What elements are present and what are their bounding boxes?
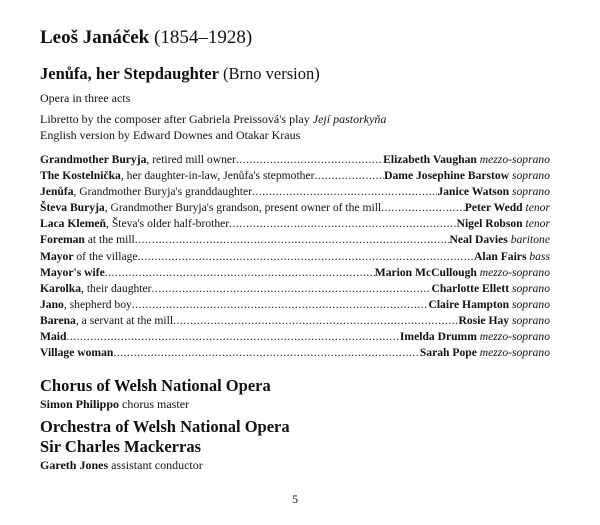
page-number: 5 xyxy=(292,492,298,506)
composer-dates: (1854–1928) xyxy=(154,27,253,48)
cast-singer xyxy=(428,297,550,313)
composer-heading xyxy=(40,27,252,49)
cast-role xyxy=(40,313,173,329)
dot-leader xyxy=(236,152,383,168)
cast-row xyxy=(40,152,550,168)
cast-singer xyxy=(465,200,550,216)
orchestra-name: Orchestra of Welsh National Opera xyxy=(40,417,290,436)
cast-list xyxy=(40,152,550,361)
cast-role-desc: , a servant at the mill xyxy=(75,313,174,327)
cast-role-name: Mayor xyxy=(40,249,74,263)
cast-role-desc: at the mill xyxy=(84,233,135,247)
cast-singer-name: Claire Hampton xyxy=(428,297,510,311)
cast-row xyxy=(40,329,550,345)
dot-leader xyxy=(381,200,465,216)
cast-singer-name: Marion McCullough xyxy=(374,265,477,279)
cast-role-name: Karolka xyxy=(40,281,82,295)
cast-role-desc: , Števa's older half-brother xyxy=(106,217,230,231)
cast-voice-type: bass xyxy=(529,249,550,263)
chorus-name: Chorus of Welsh National Opera xyxy=(40,376,271,395)
cast-singer-name: Neal Davies xyxy=(449,233,508,247)
cast-role xyxy=(40,152,236,168)
cast-singer xyxy=(375,265,550,281)
dot-leader xyxy=(252,184,437,200)
cast-singer xyxy=(383,152,550,168)
cast-singer-name: Rosie Hay xyxy=(458,313,510,327)
cast-role-desc: , their daughter xyxy=(81,281,152,295)
cast-voice-type: mezzo-soprano xyxy=(479,330,550,344)
cast-row xyxy=(40,216,550,232)
cast-singer-name: Sarah Pope xyxy=(419,346,477,360)
assistant-conductor-name: Gareth Jones xyxy=(40,458,109,472)
cast-role-name: Jenůfa xyxy=(40,185,74,199)
dot-leader xyxy=(132,297,429,313)
english-version-credit: English version by Edward Downes and Otakar Kraus xyxy=(40,128,301,142)
cast-voice-type: soprano xyxy=(511,281,550,295)
dot-leader xyxy=(105,265,375,281)
cast-voice-type: mezzo-soprano xyxy=(479,265,550,279)
cast-singer xyxy=(400,329,550,345)
cast-role-desc: , shepherd boy xyxy=(63,297,132,311)
play-title: Její pastorkyňa xyxy=(312,112,387,126)
dot-leader xyxy=(173,313,458,329)
cast-role-name: Foreman xyxy=(40,233,85,247)
dot-leader xyxy=(229,216,456,232)
cast-role xyxy=(40,200,381,216)
cast-row xyxy=(40,297,550,313)
cast-singer-name: Nigel Robson xyxy=(456,217,523,231)
cast-role xyxy=(40,281,152,297)
cast-singer xyxy=(431,281,550,297)
dot-leader xyxy=(113,345,420,361)
cast-row xyxy=(40,345,550,361)
work-heading xyxy=(40,64,320,84)
cast-role-desc: , retired mill owner xyxy=(146,153,236,166)
cast-singer xyxy=(457,216,550,232)
cast-singer xyxy=(474,249,550,265)
cast-row xyxy=(40,281,550,297)
cast-role-name: Jano xyxy=(40,297,64,311)
cast-role xyxy=(40,297,132,313)
cast-singer-name: Imelda Drumm xyxy=(399,330,477,344)
cast-role xyxy=(40,329,66,345)
cast-role-name: Števa Buryja xyxy=(40,201,105,215)
cast-role-desc: , Grandmother Buryja's grandson, present owner of the mill xyxy=(104,201,382,215)
cast-row xyxy=(40,200,550,216)
assistant-conductor xyxy=(40,457,290,473)
cast-role xyxy=(40,232,135,248)
cast-role-desc: , her daughter-in-law, Jenůfa's stepmother xyxy=(120,169,315,183)
cast-singer-name: Janice Watson xyxy=(437,185,510,199)
cast-row xyxy=(40,265,550,281)
cast-singer-name: Peter Wedd xyxy=(464,201,523,215)
cast-role-name: The Kostelnička xyxy=(40,169,121,183)
cast-row xyxy=(40,313,550,329)
work-version: (Brno version) xyxy=(223,64,320,83)
composer-name: Leoš Janáček xyxy=(40,27,150,48)
cast-voice-type: soprano xyxy=(511,169,550,183)
cast-row xyxy=(40,168,550,184)
cast-row xyxy=(40,232,550,248)
dot-leader xyxy=(314,168,384,184)
cast-role xyxy=(40,345,113,361)
cast-singer-name: Alan Fairs xyxy=(473,249,527,263)
cast-singer-name: Dame Josephine Barstow xyxy=(384,169,510,183)
cast-role xyxy=(40,216,229,232)
cast-row xyxy=(40,249,550,265)
cast-singer-name: Elizabeth Vaughan xyxy=(383,153,477,166)
dot-leader xyxy=(66,329,399,345)
chorus-master xyxy=(40,396,290,412)
cast-voice-type: mezzo-soprano xyxy=(479,153,550,166)
work-title: Jenůfa, her Stepdaughter xyxy=(40,64,219,83)
cast-singer xyxy=(437,184,550,200)
cast-singer xyxy=(420,345,550,361)
cast-role-name: Village woman xyxy=(40,346,114,360)
cast-singer xyxy=(384,168,550,184)
cast-voice-type: baritone xyxy=(510,233,550,247)
libretto-text: Libretto by the composer after Gabriela Preissová's play xyxy=(40,112,313,126)
work-genre: Opera in three acts xyxy=(40,91,131,105)
cast-role xyxy=(40,249,138,265)
dot-leader xyxy=(152,281,432,297)
cast-role-name: Mayor's wife xyxy=(40,265,105,279)
conductor-name: Sir Charles Mackerras xyxy=(40,437,201,456)
cast-role-name: Barena xyxy=(40,313,76,327)
chorus-master-name: Simon Philippo xyxy=(40,397,120,411)
cast-singer xyxy=(450,232,550,248)
cast-role xyxy=(40,168,314,184)
cast-role-desc: , Grandmother Buryja's granddaughter xyxy=(73,185,253,199)
libretto-credit xyxy=(40,111,386,127)
performing-forces xyxy=(40,376,290,478)
cast-voice-type: soprano xyxy=(511,185,550,199)
dot-leader xyxy=(135,232,450,248)
cast-singer-name: Charlotte Ellett xyxy=(431,281,510,295)
cast-role xyxy=(40,265,105,281)
dot-leader xyxy=(138,249,474,265)
cast-singer xyxy=(459,313,550,329)
cast-voice-type: soprano xyxy=(511,297,550,311)
cast-role-name: Laca Klemeň xyxy=(40,217,107,231)
cast-role-name: Grandmother Buryja xyxy=(40,153,147,166)
cast-voice-type: tenor xyxy=(525,201,550,215)
cast-voice-type: soprano xyxy=(511,313,550,327)
cast-role-desc: of the village xyxy=(73,249,138,263)
cast-role xyxy=(40,184,252,200)
chorus-master-role: chorus master xyxy=(119,397,190,411)
assistant-conductor-role: assistant conductor xyxy=(108,458,203,472)
cast-role-name: Maid xyxy=(40,330,67,344)
cast-row xyxy=(40,184,550,200)
cast-voice-type: tenor xyxy=(525,217,550,231)
cast-voice-type: mezzo-soprano xyxy=(479,346,550,360)
